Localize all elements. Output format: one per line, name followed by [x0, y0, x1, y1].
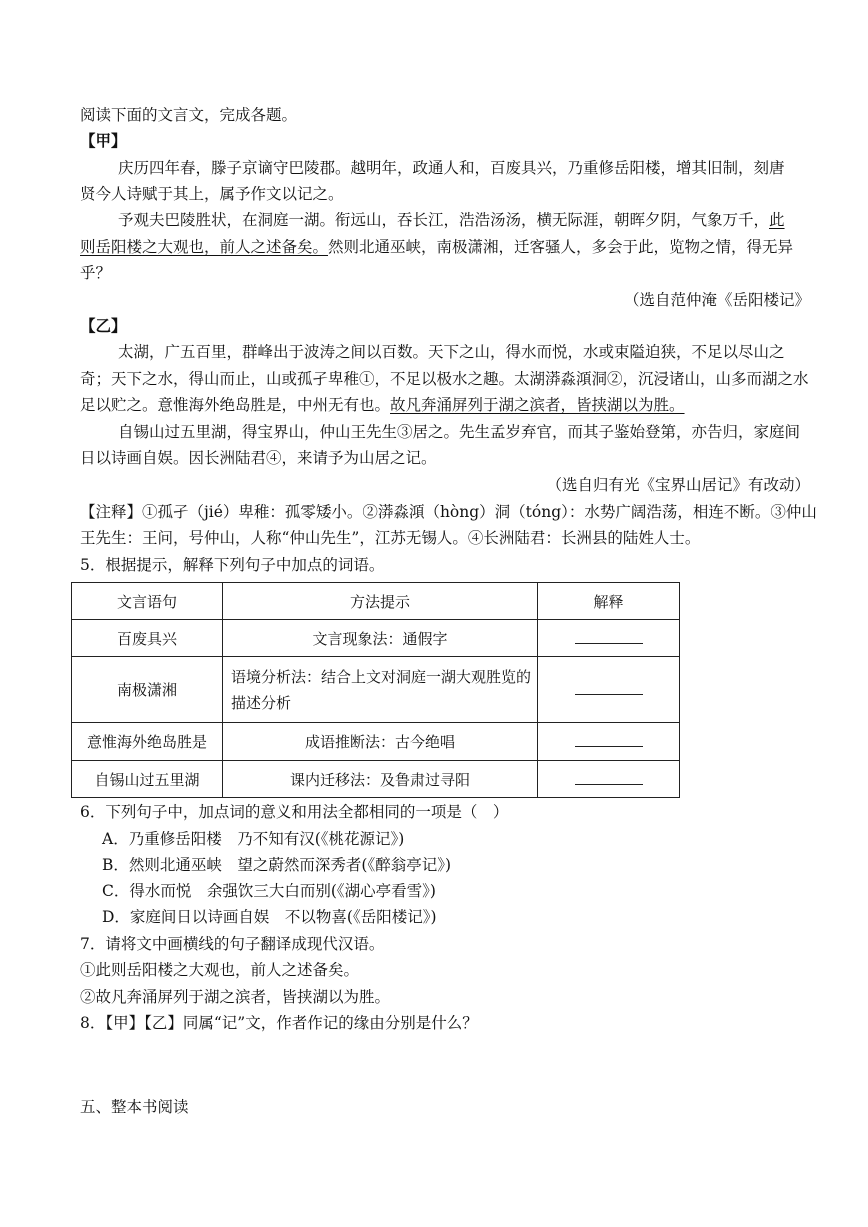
- notes-line2: 王先生：王问，号仲山，人称“仲山先生”，江苏无锡人。④长洲陆君：长洲县的陆姓人士。: [80, 529, 701, 547]
- q6-option-a[interactable]: A．乃重修岳阳楼 乃不知有汉(《桃花源记》): [102, 830, 405, 848]
- q7-item-1: ①此则岳阳楼之大观也，前人之述备矣。: [80, 961, 360, 979]
- header-sentence: 文言语句: [72, 583, 223, 620]
- jia-underlined-start: 此: [769, 211, 785, 229]
- jia-p2-text: 予观夫巴陵胜状，在洞庭一湖。衔远山，吞长江，浩浩汤汤，横无际涯，朝晖夕阴，气象万千，: [118, 211, 770, 229]
- jia-p1-line2: 贤今人诗赋于其上，属予作文以记之。: [80, 185, 344, 203]
- row-hint: 文言现象法：通假字: [223, 620, 538, 657]
- q5-stem: 5．根据提示，解释下列句子中加点的词语。: [80, 556, 385, 574]
- yi-p2-line2: 日以诗画自娱。因长洲陆君④，来请予为山居之记。: [80, 449, 437, 467]
- row-sentence: 意惟海外绝岛胜是: [72, 723, 223, 761]
- q6-option-c[interactable]: C．得水而悦 余强饮三大白而别(《湖心亭看雪》): [102, 882, 436, 900]
- q6-option-b[interactable]: B．然则北通巫峡 望之蔚然而深秀者(《醉翁亭记》): [102, 856, 451, 874]
- intro-text: 阅读下面的文言文，完成各题。: [80, 106, 298, 124]
- table-row: [72, 761, 680, 798]
- header-hint: 方法提示: [223, 583, 538, 620]
- yi-source: （选自归有光《宝界山居记》有改动）: [546, 476, 810, 494]
- answer-blank[interactable]: [538, 657, 680, 723]
- q7-stem: 7．请将文中画横线的句子翻译成现代汉语。: [80, 935, 385, 953]
- yi-p1-line2: 奇；天下之水，得山而止，山或孤孑卑稚①，不足以极水之趣。太湖漭淼澒洞②，沉浸诸山，山多而湖之水: [80, 370, 809, 388]
- answer-blank[interactable]: [538, 761, 680, 798]
- header-answer: 解释: [538, 583, 680, 620]
- row-hint: 语境分析法：结合上文对洞庭一湖大观胜览的描述分析: [223, 657, 538, 723]
- row-hint: 成语推断法：古今绝唱: [223, 723, 538, 761]
- row-sentence: 百废具兴: [72, 620, 223, 657]
- answer-blank[interactable]: [538, 620, 680, 657]
- jia-underlined-sentence: 则岳阳楼之大观也，前人之述备矣。: [80, 238, 329, 256]
- yi-underlined-sentence: 故凡奔涌屏列于湖之滨者，皆挟湖以为胜。: [390, 396, 685, 414]
- q8-stem: 8．【甲】【乙】同属“记”文，作者作记的缘由分别是什么？: [80, 1014, 478, 1032]
- yi-p1-line1: 太湖，广五百里，群峰出于波涛之间以百数。天下之山，得水而悦，水或束隘迫狭，不足以尽山之: [118, 343, 785, 361]
- table-row: [72, 620, 680, 657]
- jia-p1-line1: 庆历四年春，滕子京谪守巴陵郡。越明年，政通人和，百废具兴，乃重修岳阳楼，增其旧制，刻唐: [118, 159, 785, 177]
- table-row: [72, 657, 680, 723]
- jia-p2-line1: [118, 209, 785, 231]
- section-five-heading: 五、整本书阅读: [80, 1098, 189, 1116]
- answer-blank[interactable]: [538, 723, 680, 761]
- q5-table: [71, 582, 680, 798]
- jia-p2-line2: [80, 236, 793, 258]
- yi-p2-line1: 自锡山过五里湖，得宝界山，仲山王先生③居之。先生孟岁弃官，而其子鉴始登第，亦告归，家庭间: [118, 423, 801, 441]
- table-header-row: [72, 583, 680, 620]
- table-row: [72, 723, 680, 761]
- jia-p2-rest: 然则北通巫峡，南极潇湘，迁客骚人，多会于此，览物之情，得无异: [328, 238, 794, 256]
- yi-label: 【乙】: [80, 316, 127, 335]
- q6-option-d[interactable]: D．家庭间日以诗画自娱 不以物喜(《岳阳楼记》): [102, 908, 437, 926]
- jia-source: （选自范仲淹《岳阳楼记》: [623, 291, 810, 309]
- notes-line1: 【注释】①孤孑（jié）卑稚：孤零矮小。②漭淼澒（hòng）洞（tóng）：水势广阔浩荡，相连不断。③仲山: [80, 503, 817, 521]
- q7-item-2: ②故凡奔涌屏列于湖之滨者，皆挟湖以为胜。: [80, 988, 391, 1006]
- row-sentence: 南极潇湘: [72, 657, 223, 723]
- yi-p1-text: 足以贮之。意惟海外绝岛胜是，中州无有也。: [80, 396, 391, 414]
- q6-stem: 6．下列句子中，加点词的意义和用法全都相同的一项是（ ）: [80, 803, 509, 821]
- row-hint: 课内迁移法：及鲁肃过寻阳: [223, 761, 538, 798]
- jia-p2-line3: 乎？: [80, 264, 112, 282]
- yi-p1-line3: [80, 394, 685, 416]
- jia-label: 【甲】: [80, 131, 127, 150]
- row-sentence: 自锡山过五里湖: [72, 761, 223, 798]
